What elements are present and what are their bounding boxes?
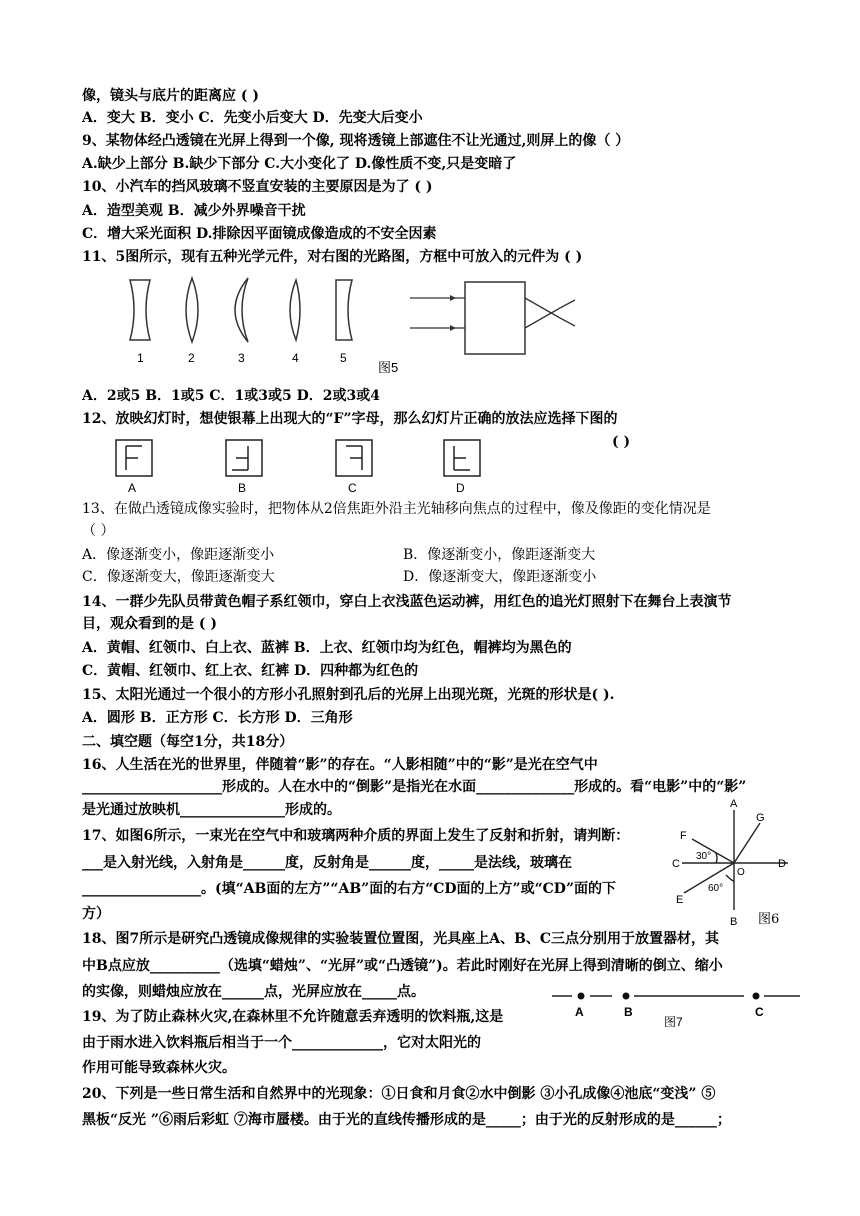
figure-5-caption: 图5 xyxy=(378,360,399,375)
label-b: B xyxy=(730,916,738,928)
label-b: B xyxy=(624,1005,633,1019)
q19-line-3: 作用可能导致森林火灾。 xyxy=(82,1060,236,1076)
q10-options-ab: A．造型美观 B．减少外界噪音干扰 xyxy=(82,203,306,219)
mystery-box xyxy=(465,282,525,354)
angle-60: 60° xyxy=(708,883,724,894)
label-3: 3 xyxy=(238,351,245,365)
q17-line-3: _________________。(填“AB面的左方”“AB”面的右方“CD面的上方”或“CD”面的下 xyxy=(82,881,617,897)
label-c: C xyxy=(755,1005,764,1019)
lens-1-biconcave xyxy=(130,280,150,340)
label-a: A xyxy=(730,798,738,810)
label-1: 1 xyxy=(137,351,144,365)
label-d: D xyxy=(456,481,465,495)
label-d: D xyxy=(778,858,786,870)
q9-stem: 9、某物体经凸透镜在光屏上得到一个像, 现将透镜上部遮住不让光通过,则屏上的像（ ） xyxy=(82,133,630,149)
q11-options: A．2或5 B．1或5 C．1或3或5 D．2或3或4 xyxy=(82,388,381,404)
label-5: 5 xyxy=(340,351,347,365)
q16-line-2: ____________________形成的。人在水中的“倒影”是指光在水面______________形成的。看“电影”中的“影” xyxy=(82,779,747,795)
q10-stem: 10、小汽车的挡风玻璃不竖直安装的主要原因是为了 ( ) xyxy=(82,179,433,195)
q11-stem: 11、5图所示，现有五种光学元件，对右图的光路图，方框中可放入的元件为 ( ) xyxy=(82,249,583,265)
figure-5 xyxy=(120,270,590,380)
glyph-b xyxy=(232,446,248,470)
label-g: G xyxy=(756,812,765,824)
q12-stem: 12、放映幻灯时，想使银幕上出现大的“F”字母，那么幻灯片正确的放法应选择下图的 xyxy=(82,411,618,427)
q15-options: A．圆形 B．正方形 C．长方形 D．三角形 xyxy=(82,710,353,726)
q16-stem: 16、人生活在光的世界里，伴随着“影”的存在。“人影相随”中的“影”是光在空气中 xyxy=(82,757,598,773)
q14-options-cd: C．黄帽、红领巾、红上衣、红裤 D．四种都为红色的 xyxy=(82,663,419,679)
glyph-d xyxy=(454,446,470,470)
figure-7 xyxy=(548,988,808,1038)
label-2: 2 xyxy=(188,351,195,365)
q18-line-3: 的实像，则蜡烛应放在______点，光屏应放在_____点。 xyxy=(82,984,425,1000)
point-b xyxy=(623,993,630,1000)
q14-stem: 14、一群少先队员带黄色帽子系红领巾，穿白上衣浅蓝色运动裤，用红色的追光灯照射下在舞台上表演节 xyxy=(82,594,732,610)
q19-stem: 19、为了防止森林火灾,在森林里不允许随意丢弃透明的饮料瓶,这是 xyxy=(82,1009,504,1025)
q13-option-b: B．像逐渐变小，像距逐渐变大 xyxy=(403,547,596,563)
q14-options-ab: A．黄帽、红领巾、白上衣、蓝裤 B．上衣、红领巾均为红色，帽裤均为黑色的 xyxy=(82,640,572,656)
q8-options: A．变大 B．变小 C．先变小后变大 D．先变大后变小 xyxy=(82,110,423,126)
q18-stem: 18、图7所示是研究凸透镜成像规律的实验装置位置图，光具座上A、B、C三点分别用于放置器材，其 xyxy=(82,931,720,947)
label-c: C xyxy=(672,858,680,870)
lens-4-convex xyxy=(290,280,300,340)
q14-stem-2: 目，观众看到的是 ( ) xyxy=(82,616,217,632)
q8-continuation: 像，镜头与底片的距离应 ( ) xyxy=(82,88,259,104)
q13-paren: （ ） xyxy=(82,523,115,539)
figure-12-slides xyxy=(110,438,510,498)
label-e: E xyxy=(676,894,684,906)
q16-line-3: 是光通过放映机_______________形成的。 xyxy=(82,802,341,818)
q17-line-4: 方） xyxy=(82,906,110,922)
glyph-a xyxy=(126,446,142,470)
figure-6-caption: 图6 xyxy=(758,912,780,927)
q15-stem: 15、太阳光通过一个很小的方形小孔照射到孔后的光屏上出现光斑，光斑的形状是( ). xyxy=(82,687,615,703)
glyph-c xyxy=(346,446,362,470)
figure-7-caption: 图7 xyxy=(664,1015,683,1029)
q13-option-c: C．像逐渐变大，像距逐渐变大 xyxy=(82,569,275,585)
label-f: F xyxy=(680,830,687,842)
label-o: O xyxy=(737,867,745,878)
q20-line-2: 黑板“反光 ”⑥雨后彩虹 ⑦海市蜃楼。由于光的直线传播形成的是_____；由于光的反射形成的是______； xyxy=(82,1112,731,1128)
q13-stem: 13、在做凸透镜成像实验时，把物体从2倍焦距外沿主光轴移向焦点的过程中，像及像距的变化情况是 xyxy=(82,501,711,517)
point-a xyxy=(578,993,585,1000)
q18-line-2: 中B点应放__________（选填“蜡烛”、“光屏”或“凸透镜”)。若此时刚好在光屏上得到清晰的倒立、缩小 xyxy=(82,958,723,974)
label-c: C xyxy=(348,481,357,495)
angle-30: 30° xyxy=(696,851,712,862)
point-c xyxy=(753,993,760,1000)
label-a: A xyxy=(575,1005,584,1019)
q9-options: A.缺少上部分 B.缺少下部分 C.大小变化了 D.像性质不变,只是变暗了 xyxy=(82,156,517,172)
q10-options-cd: C．增大采光面积 D.排除因平面镜成像造成的不安全因素 xyxy=(82,226,437,242)
lens-2-biconvex xyxy=(186,278,198,342)
q13-option-a: A．像逐渐变小，像距逐渐变小 xyxy=(82,547,275,563)
q19-line-2: 由于雨水进入饮料瓶后相当于一个_____________，它对太阳光的 xyxy=(82,1035,481,1051)
q13-option-d: D．像逐渐变大，像距逐渐变小 xyxy=(403,569,597,585)
q20-stem: 20、下列是一些日常生活和自然界中的光现象：①日食和月食②水中倒影 ③小孔成像④池底“变浅” ⑤ xyxy=(82,1086,716,1102)
q17-line-2: ___是入射光线，入射角是______度，反射角是______度，_____是法线，玻璃在 xyxy=(82,855,572,871)
lens-3-meniscus xyxy=(235,278,248,342)
q17-stem: 17、如图6所示，一束光在空气中和玻璃两种介质的界面上发生了反射和折射，请判断： xyxy=(82,828,630,844)
lens-5-concave xyxy=(336,280,352,340)
label-a: A xyxy=(128,481,137,495)
section-2-heading: 二、填空题（每空1分，共18分） xyxy=(82,734,294,750)
q12-paren: ( ) xyxy=(612,434,631,450)
ray-og xyxy=(734,823,760,863)
label-b: B xyxy=(238,481,247,495)
label-4: 4 xyxy=(292,351,299,365)
